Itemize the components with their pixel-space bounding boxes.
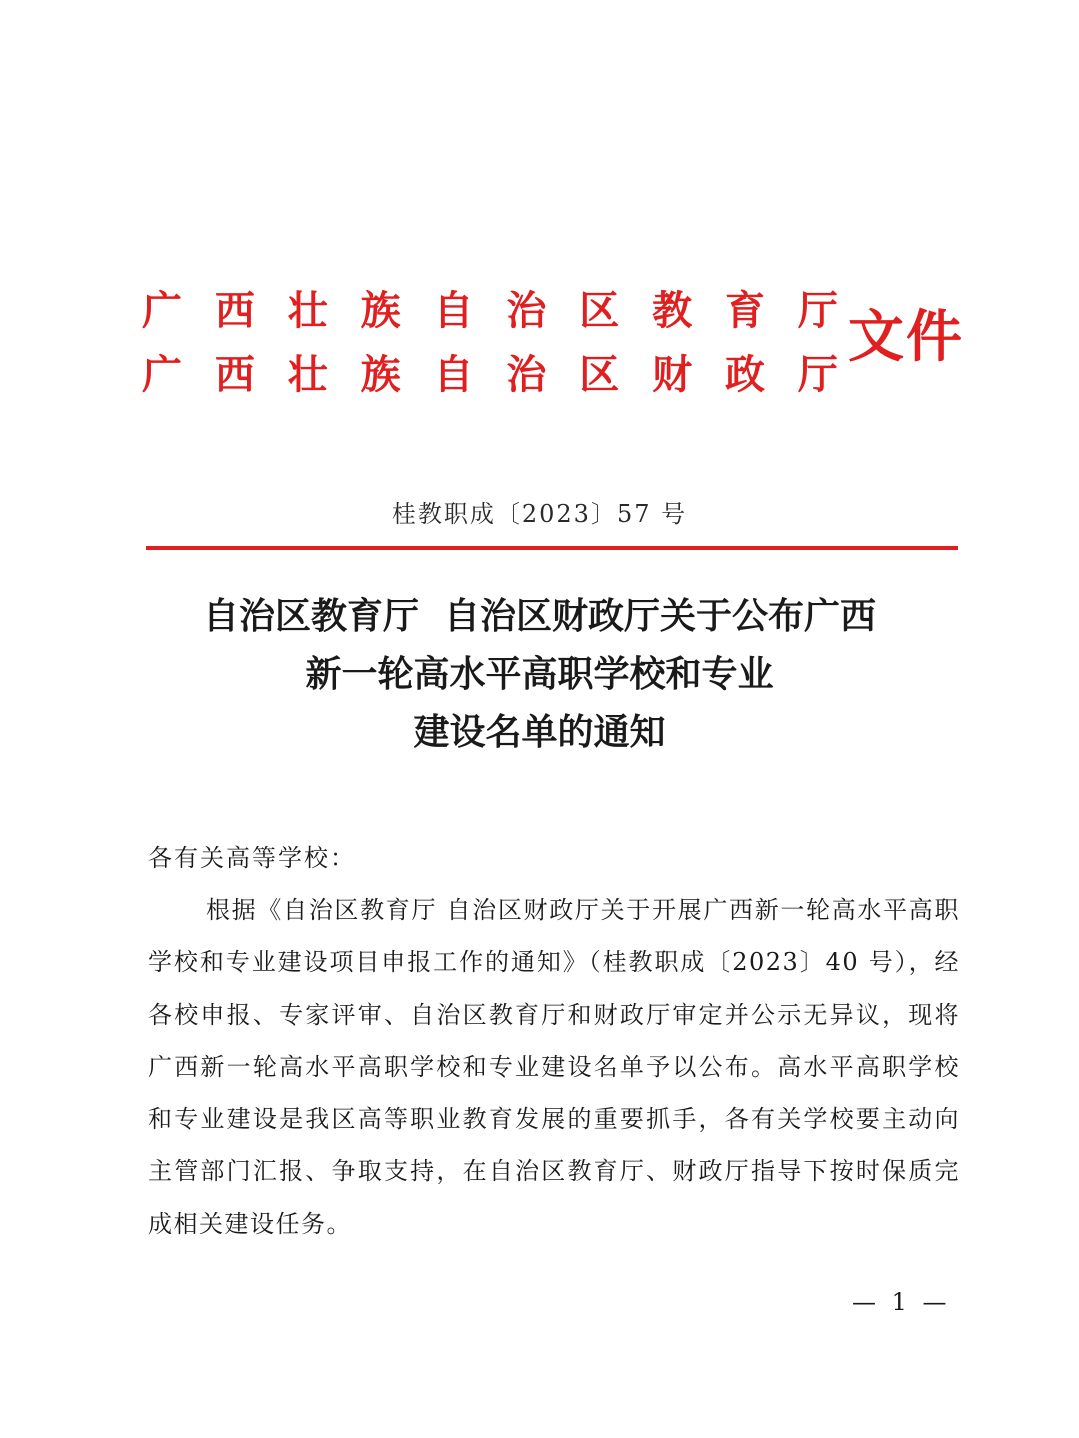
issuer-char: 区 [579,351,620,398]
issuer-char: 自 [433,351,474,398]
issuer-char: 壮 [287,287,328,334]
title-line: 自治区教育厅 自治区财政厅关于公布广西 [202,596,877,637]
document-number: 桂教职成〔2023〕57 号 [391,500,688,528]
issuer-char: 西 [214,351,255,398]
salutation: 各有关高等学校： [148,844,356,872]
issuer-char: 政 [725,351,765,398]
issuer-char: 厅 [797,287,838,334]
issuer-line-finance-department [140,347,840,403]
issuer-char: 族 [360,287,401,334]
issuer-char: 治 [506,351,547,398]
page-number: — 1 — [852,1288,951,1316]
document-title [0,588,1079,762]
issuer-char: 西 [214,287,255,334]
issuer-char: 厅 [797,351,838,398]
issuer-char: 自 [433,287,474,334]
issuer-char: 广 [142,287,182,334]
issuer-char: 族 [360,351,401,398]
issuer-char: 区 [579,287,620,334]
issuer-char: 治 [506,287,547,334]
issuer-char: 广 [142,351,182,398]
red-divider [146,546,958,550]
issuer-char: 财 [652,351,693,398]
title-line: 新一轮高水平高职学校和专业 [305,654,774,695]
issuer-char: 壮 [287,351,328,398]
body-paragraph: 根据《自治区教育厅 自治区财政厅关于开展广西新一轮高水平高职学校和专业建设项目申报工作的通知》（桂教职成〔2023〕40 号），经各校申报、专家评审、自治区教育厅和财政厅审定并公示无异议，现将广西新一轮高水平高职学校和专业建设名单予以公布。高水平高职学校和专业建设是我区高等职业教育发展的重要抓手，各有关学校要主动向主管部门汇报、争取支持，在自治区教育厅、财政厅指导下按时保质完成相关建设任务。 [148,896,960,1238]
document-header [140,283,970,403]
title-line: 建设名单的通知 [413,712,666,753]
issuer-char: 教 [652,287,693,334]
document-suffix: 文件 [848,304,964,370]
issuer-char: 育 [725,287,765,334]
issuer-line-education-department [140,283,840,339]
